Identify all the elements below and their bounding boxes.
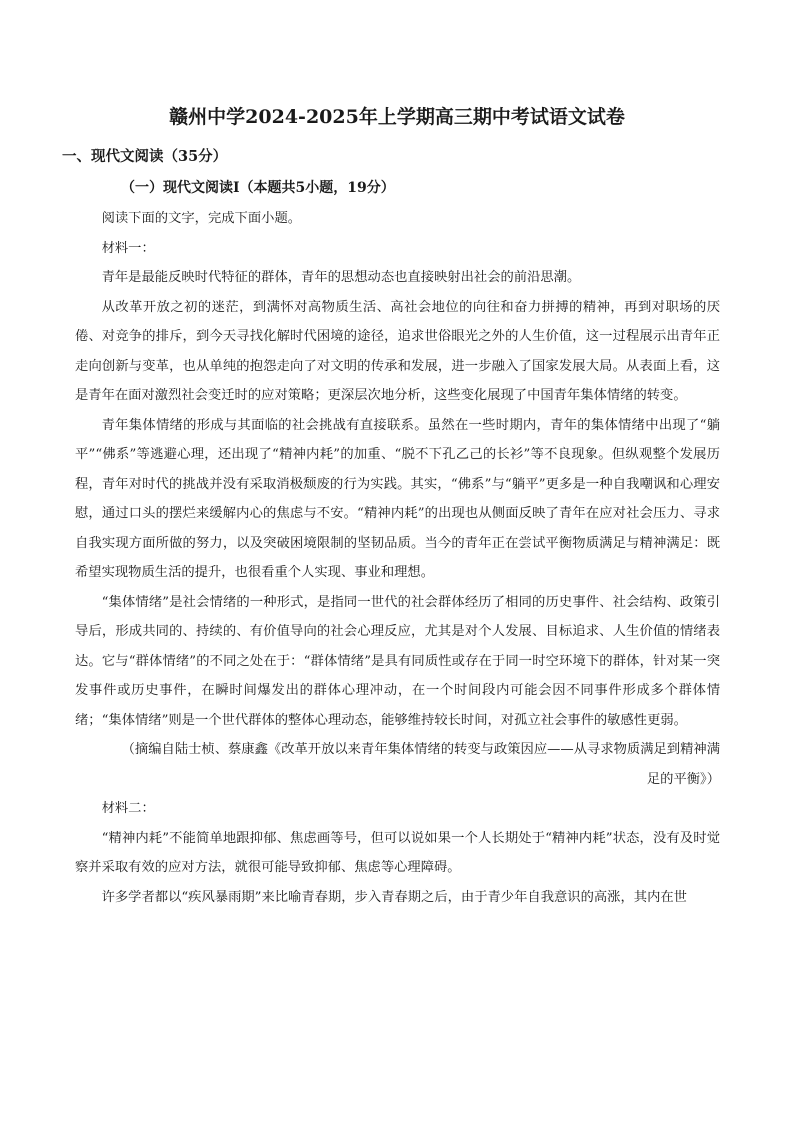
material-label: 材料一： (101, 240, 155, 256)
material-label: 材料二： (101, 801, 155, 816)
passage-paragraph: 青年集体情绪的形成与其面临的社会挑战有直接联系。虽然在一些时期内，青年的集体情绪中出现了“躺平”“佛系”等逃避心理，还出现了“精神内耗”的加重、“脱不下孔乙己的长衫”等不良现象。但纵观整个发展历程，青年对时代的挑战并没有采取消极颓废的行为实践。其实，“佛系”与“躺平”更多是一种自我嘲讽和心理安慰，通过口头的摆烂来缓解内心的焦虑与不安。“精神内耗”的出现也从侧面反映了青年在应对社会压力、寻求自我实现方面所做的努力，以及突破困境限制的坚韧品质。当今的青年正在尝试平衡物质满足与精神满足：既希望实现物质生活的提升，也很看重个人实现、事业和理想。 (75, 417, 720, 580)
reading-passage (75, 204, 720, 912)
section-heading: 一、现代文阅读（35分） (62, 148, 228, 165)
source-reference: （摘编自陆士桢、蔡康鑫《改革开放以来青年集体情绪的转变与政策因应——从寻求物质满足到精神满足的平衡》） (121, 742, 720, 787)
passage-paragraph: 青年是最能反映时代特征的群体，青年的思想动态也直接映射出社会的前沿思潮。 (101, 270, 581, 285)
passage-paragraph: 从改革开放之初的迷茫，到满怀对高物质生活、高社会地位的向往和奋力拼搏的精神，再到对职场的厌倦、对竞争的排斥，到今天寻找化解时代困境的途径，追求世俗眼光之外的人生价值，这一过程展示出青年正走向创新与变革，也从单纯的抱怨走向了对文明的传承和发展，进一步融入了国家发展大局。从表面上看，这是青年在面对激烈社会变迁时的应对策略；更深层次地分析，这些变化展现了中国青年集体情绪的转变。 (75, 299, 720, 403)
passage-paragraph: “精神内耗”不能简单地跟抑郁、焦虑画等号，但可以说如果一个人长期处于“精神内耗”状态，没有及时觉察并采取有效的应对方法，就很可能导致抑郁、焦虑等心理障碍。 (75, 830, 720, 875)
passage-paragraph: 许多学者都以“疾风暴雨期”来比喻青春期，步入青春期之后，由于青少年自我意识的高涨，其内在世 (101, 889, 687, 905)
exam-title: 赣州中学2024-2025年上学期高三期中考试语文试卷 (169, 106, 625, 128)
instruction-text: 阅读下面的文字，完成下面小题。 (101, 211, 302, 226)
passage-paragraph: “集体情绪”是社会情绪的一种形式，是指同一世代的社会群体经历了相同的历史事件、社会结构、政策引导后，形成共同的、持续的、有价值导向的社会心理反应，尤其是对个人发展、目标追求、人生价值的情绪表达。它与“群体情绪”的不同之处在于：“群体情绪”是具有同质性或存在于同一时空环境下的群体，针对某一突发事件或历史事件，在瞬时间爆发出的群体心理冲动，在一个时间段内可能会因不同事件形成多个群体情绪；“集体情绪”则是一个世代群体的整体心理动态，能够维持较长时间，对孤立社会事件的敏感性更弱。 (75, 594, 720, 728)
subsection-heading: （一）现代文阅读I（本题共5小题，19分） (121, 180, 395, 196)
